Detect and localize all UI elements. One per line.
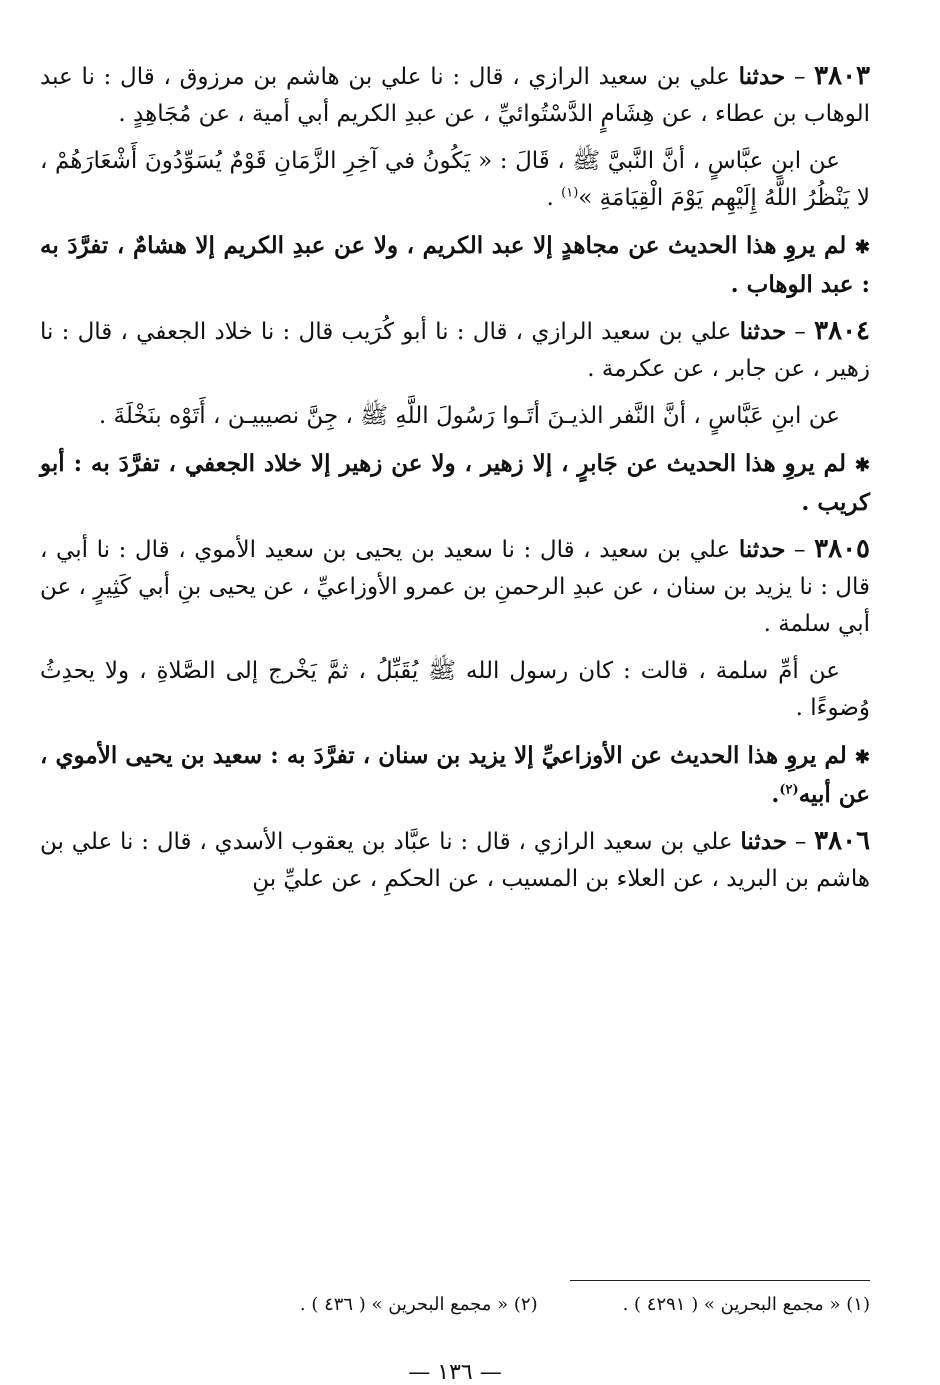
footnote-ref: (٢) [779,782,799,798]
footnote-divider [570,1280,870,1281]
note-text: لم يروِ هذا الحديث عن مجاهدٍ إلا عبد الكريم ، ولا عن عبدِ الكريم إلا هشامٌ ، تفرَّدَ به : عبد الوهاب . [40,232,870,298]
footnotes [40,1290,870,1320]
hadith-note-3803 [40,227,870,303]
matn-text: عن أمِّ سلمة ، قالت : كان رسول الله ﷺ يُقَبِّلُ ، ثمَّ يَخْرج إلى الصَّلاةِ ، ولا يحدِثُ وُضوءًا . [40,658,870,721]
dash: – [787,829,815,855]
note-end: . [771,781,780,808]
hadith-matn-3803 [40,143,870,217]
hadith-head: حدثنا [738,63,786,90]
hadith-number: ٣٨٠٤ [814,316,871,346]
hadith-number: ٣٨٠٦ [814,826,871,856]
book-page [40,58,871,1385]
star-icon: ✱ [854,747,870,768]
hadith-matn-3804 [40,398,870,435]
dash: – [785,64,815,90]
footnote-ref: (١) [561,185,579,201]
note-text: لم يروِ هذا الحديث عن جَابرٍ ، إلا زهير ، ولا عن زهير إلا خلاد الجعفي ، تفرَّدَ به : أبو كريب . [40,450,870,516]
hadith-isnad-3803 [40,58,870,133]
note-text: لم يروِ هذا الحديث عن الأوزاعيِّ إلا يزيد بن سنان ، تفرَّدَ به : سعيد بن يحيى الأموي ، عن أبيه [40,742,870,808]
hadith-head: حدثنا [739,318,787,345]
matn-text: عن ابنِ عَبَّاسٍ ، أنَّ النَّفر الذيـنَ أتَـوا رَسُولَ اللَّهِ ﷺ ، جِنَّ نصيبيـن ، أَتَوْه بنَخْلَةَ . [98,403,840,429]
page-number: — ١٣٦ — [408,1360,502,1385]
star-icon: ✱ [854,455,870,476]
hadith-number: ٣٨٠٥ [814,534,871,564]
footnote-2: (٢) « مجمع البحرين » ( ٤٣٦ ) . [299,1294,538,1315]
hadith-isnad-3806 [40,823,870,898]
hadith-note-3804 [40,445,870,521]
isnad-text: علي بن سعيد الرازي ، قال : نا عبَّاد بن يعقوب الأسدي ، قال : نا علي بن هاشم بن البريد ، عن العلاء بن المسيب ، عن الحكمِ ، عن عليِّ بنِ [40,829,870,892]
star-icon: ✱ [854,237,870,258]
isnad-text: علي بن سعيد الرازي ، قال : نا أبو كُرَيب قال : نا خلاد الجعفي ، قال : نا زهير ، عن جابر ، عن عكرمة . [40,319,870,382]
dash: – [786,319,815,345]
hadith-head: حدثنا [740,828,788,855]
hadith-head: حدثنا [738,536,786,563]
hadith-isnad-3805 [40,531,870,643]
hadith-matn-3805 [40,653,870,727]
isnad-text: علي بن سعيد الرازي ، قال : نا علي بن هاشم بن مرزوق ، قال : نا عبد الوهاب بن عطاء ، عن هِشَامٍ الدَّسْتُوائيِّ ، عن عبدِ الكريم أبي أمية ، عن مُجَاهِدٍ . [40,64,870,127]
matn-end: . [546,185,562,211]
hadith-note-3805 [40,737,870,813]
footnote-1: (١) « مجمع البحرين » ( ٤٢٩١ ) . [622,1294,870,1315]
dash: – [785,537,815,563]
hadith-number: ٣٨٠٣ [814,61,871,91]
hadith-isnad-3804 [40,313,870,388]
matn-text: عن ابنِ عبَّاسٍ ، أنَّ النَّبيَّ ﷺ ، قَالَ : « يَكُونُ في آخِرِ الزَّمَانِ قَوْمٌ يُسَوِّدُونَ أَشْعَارَهُمْ ، لا يَنْظُرُ اللَّهُ إِلَيْهِم يَوْمَ الْقِيَامَةِ » [40,148,870,211]
isnad-text: علي بن سعيد ، قال : نا سعيد بن يحيى بن سعيد الأموي ، قال : نا أبي ، قال : نا يزيد بن سنان ، عن عبدِ الرحمنِ بن عمرو الأوزاعيِّ ، عن يحيى بنِ أبي كَثِيرٍ ، عن أبي سلمة . [40,537,870,637]
